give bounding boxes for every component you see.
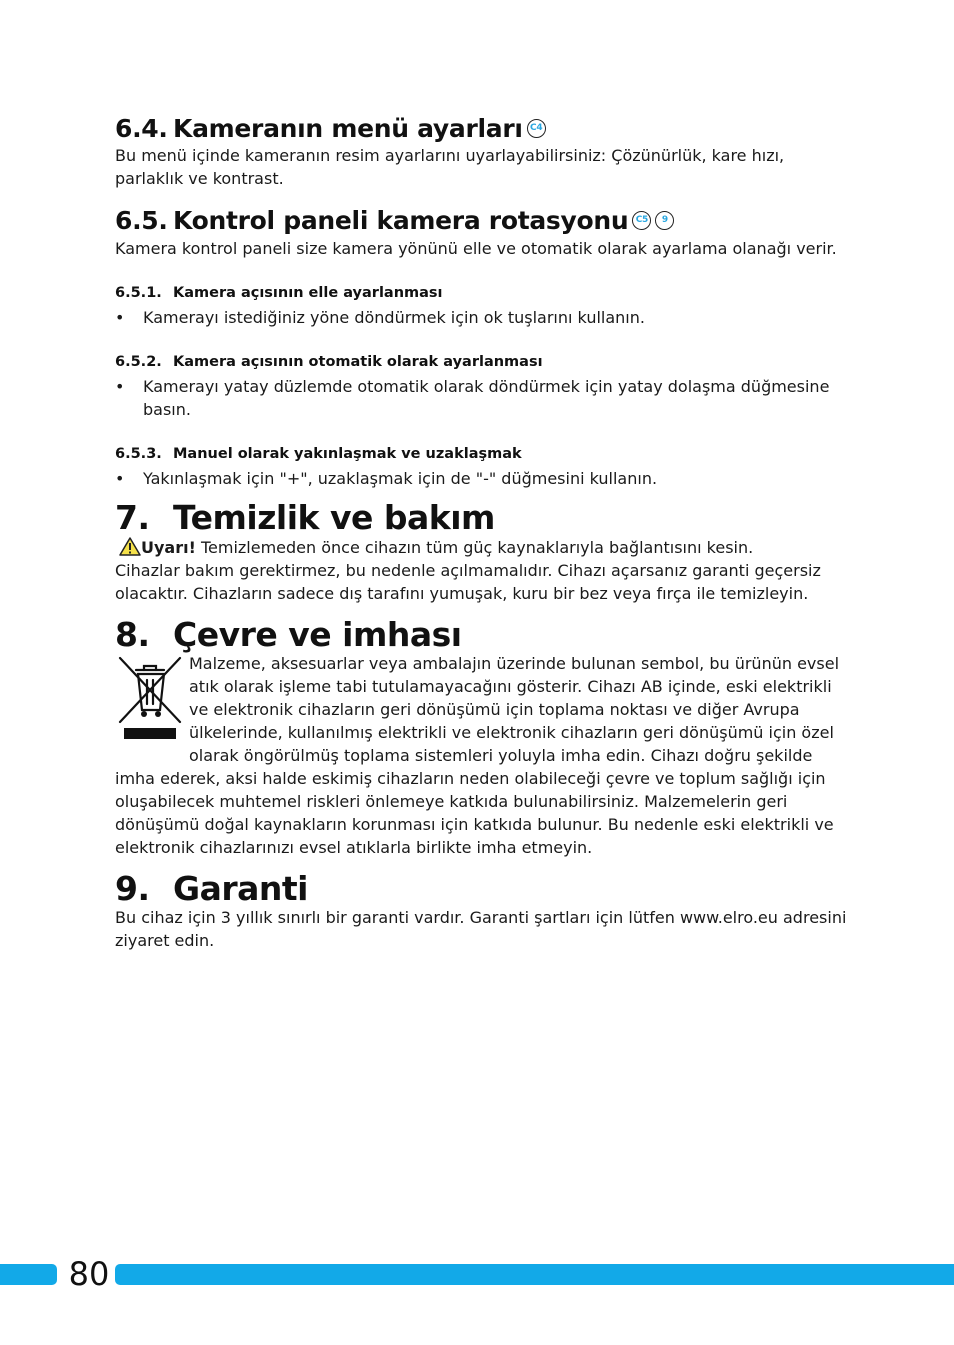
heading-number: 7. [115, 498, 150, 537]
bullet-dot-icon: • [115, 377, 125, 396]
warning-label: Uyarı! [141, 538, 196, 557]
paragraph-9 [115, 906, 895, 952]
nine-badge-icon: 9 [655, 211, 674, 230]
bullet-item [115, 375, 875, 421]
text-line: parlaklık ve kontrast. [115, 169, 284, 188]
text-line: olacaktır. Cihazların sadece dış tarafını yumuşak, kuru bir bez veya fırça ile temizleyin. [115, 584, 809, 603]
text-line: ülkelerinde, kullanılmış elektrikli ve elektronik cihazların geri dönüşümü için özel [189, 723, 834, 742]
paragraph-6-5: Kamera kontrol paneli size kamera yönünü elle ve otomatik olarak ayarlama olanağı verir. [115, 239, 837, 258]
footer-bar-right [120, 1264, 954, 1285]
heading-number: 6.4. [115, 114, 168, 143]
bullet-item [115, 467, 875, 490]
heading-6-5-3 [115, 446, 522, 462]
bullet-text: Yakınlaşmak için "+", uzaklaşmak için de "-" düğmesini kullanın. [143, 469, 658, 488]
heading-6-5-1 [115, 285, 443, 301]
bullet-dot-icon: • [115, 308, 125, 327]
text-line: olarak öngörülmüş toplama sistemleri yoluyla imha edin. Cihazı doğru şekilde [189, 746, 813, 765]
text-line: imha ederek, aksi halde eskimiş cihazların neden olabileceği çevre ve toplum sağlığı için [115, 769, 826, 788]
heading-title: Kamera açısının elle ayarlanması [173, 285, 443, 301]
heading-number: 9. [115, 869, 150, 908]
bullet-text-block [143, 375, 843, 421]
c4-badge-icon: C4 [527, 119, 546, 138]
heading-8 [115, 615, 462, 654]
heading-title: Temizlik ve bakım [173, 498, 495, 537]
heading-title: Kontrol paneli kamera rotasyonu [173, 206, 629, 235]
bullet-dot-icon: • [115, 469, 125, 488]
text-line: ziyaret edin. [115, 931, 215, 950]
text-line: oluşabilecek muhtemel riskleri önlemeye katkıda bulunabilirsiniz. Malzemelerin geri [115, 792, 788, 811]
heading-number: 8. [115, 615, 150, 654]
warning-text: Temizlemeden önce cihazın tüm güç kaynaklarıyla bağlantısını kesin. [195, 538, 754, 557]
paragraph-8-full [115, 767, 895, 859]
heading-6-5-2 [115, 354, 543, 370]
bullet-text: basın. [143, 400, 191, 419]
warning-triangle-icon [119, 537, 141, 556]
footer-bar-left [0, 1264, 52, 1285]
bullet-item [115, 306, 875, 329]
heading-number: 6.5.2. [115, 354, 162, 370]
bullet-text: Kamerayı yatay düzlemde otomatik olarak döndürmek için yatay dolaşma düğmesine [143, 377, 830, 396]
heading-title: Garanti [173, 869, 308, 908]
text-line: Malzeme, aksesuarlar veya ambalajın üzerinde bulunan sembol, bu ürünün evsel [189, 654, 840, 673]
weee-crossed-bin-icon [118, 656, 182, 744]
c5-badge-icon: C5 [632, 211, 651, 230]
heading-title: Çevre ve imhası [173, 615, 462, 654]
heading-6-5 [115, 206, 674, 235]
text-line: Cihazlar bakım gerektirmez, bu nedenle açılmamalıdır. Cihazı açarsanız garanti geçersiz [115, 561, 821, 580]
heading-number: 6.5.1. [115, 285, 162, 301]
heading-9 [115, 869, 308, 908]
heading-6-4 [115, 114, 546, 143]
text-line: elektronik cihazlarınızı evsel atıklarla birlikte imha etmeyin. [115, 838, 593, 857]
paragraph-6-4 [115, 144, 875, 190]
heading-number: 6.5. [115, 206, 168, 235]
text-line: dönüşümü doğal kaynakların korunması için katkıda bulunur. Bu nedenle eski elektrikli ve [115, 815, 834, 834]
heading-number: 6.5.3. [115, 446, 162, 462]
heading-7 [115, 498, 495, 537]
heading-title: Kamera açısının otomatik olarak ayarlanması [173, 354, 543, 370]
heading-title: Manuel olarak yakınlaşmak ve uzaklaşmak [173, 446, 522, 462]
footer-bracket-left [52, 1264, 57, 1285]
text-line: Bu menü içinde kameranın resim ayarlarını uyarlayabilirsiniz: Çözünürlük, kare hızı, [115, 146, 785, 165]
text-line: Bu cihaz için 3 yıllık sınırlı bir garanti vardır. Garanti şartları için lütfen www.elro.eu adresini [115, 908, 847, 927]
bullet-text: Kamerayı istediğiniz yöne döndürmek için ok tuşlarını kullanın. [143, 308, 645, 327]
text-line: atık olarak işleme tabi tutulamayacağını gösterir. Cihazı AB içinde, eski elektrikli [189, 677, 832, 696]
paragraph-7 [115, 536, 895, 605]
warning-line [115, 536, 895, 559]
paragraph-8-indented [189, 652, 879, 767]
page-number: 80 [68, 1255, 110, 1293]
heading-title: Kameranın menü ayarları [173, 114, 523, 143]
text-line: ve elektronik cihazların geri dönüşümü için toplama noktası ve diğer Avrupa [189, 700, 800, 719]
